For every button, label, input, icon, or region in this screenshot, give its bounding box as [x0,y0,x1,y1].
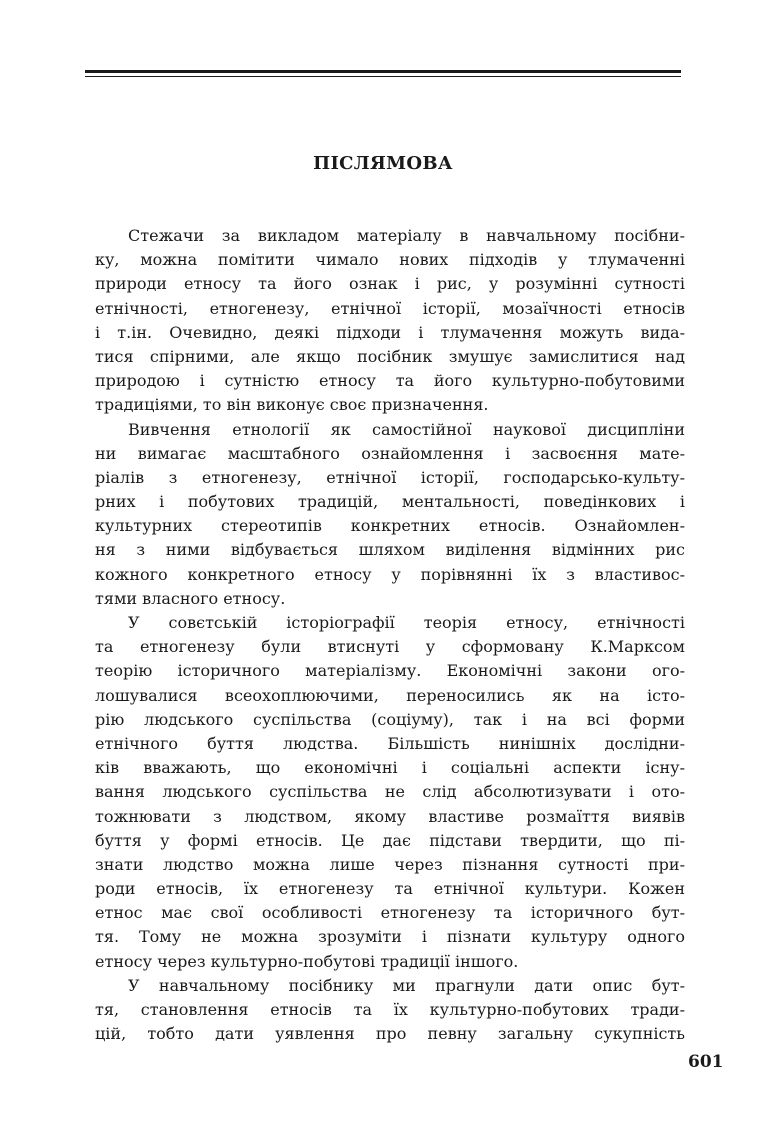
text-line: етнічного буття людства. Більшість нинішніх дослідни- [95,733,685,753]
text-line: традиціями, то він виконує своє призначення. [95,395,489,415]
text-line: етносу через культурно-побутові традиції іншого. [95,951,519,971]
text-line: ни вимагає масштабного ознайомлення і засвоєння мате- [95,443,685,463]
page-number: 601 [688,1052,724,1072]
text-line: У навчальному посібнику ми прагнули дати опис бут- [128,975,685,995]
text-line: роди етносів, їх етногенезу та етнічної культури. Кожен [95,879,685,899]
text-line: буття у формі етносів. Це дає підстави твердити, що пі- [95,830,685,850]
text-line: тожнювати з людством, якому властиве розмаїття виявів [95,806,685,826]
text-line: У совєтській історіографії теорія етносу, етнічності [128,613,685,632]
text-line: вання людського суспільства не слід абсолютизувати і ото- [95,782,685,802]
text-line: етнічності, етногенезу, етнічної історії, мозаїчності етносів [95,298,685,318]
page-title: ПІСЛЯМОВА [313,153,453,174]
text-line: рних і побутових традицій, ментальності, поведінкових і [95,492,685,512]
text-line: тями власного етносу. [95,588,286,608]
text-line: природи етносу та його ознак і рис, у розумінні сутності [95,274,685,294]
paragraph [95,974,685,1047]
text-line: цій, тобто дати уявлення про певну загальну сукупність [95,1024,685,1044]
text-line: теорію історичного матеріалізму. Економічні закони ого- [95,661,685,681]
text-line: Стежачи за викладом матеріалу в навчальному посібни- [128,226,685,245]
text-line: етнос має свої особливості етногенезу та історичного бут- [95,903,685,923]
header-rule-thin [85,76,681,77]
text-line: рію людського суспільства (соціуму), так і на всі форми [95,709,685,729]
text-line: Вивчення етнології як самостійної наукової дисципліни [128,419,685,439]
paragraph [95,418,685,612]
text-line: знати людство можна лише через пізнання сутності при- [95,854,685,874]
text-line: ків вважають, що економічні і соціальні аспекти існу- [95,758,685,778]
text-line: і т.ін. Очевидно, деякі підходи і тлумачення можуть вида- [95,322,685,342]
text-line: ріалів з етногенезу, етнічної історії, господарсько-культу- [95,467,685,487]
text-line: тя, становлення етносів та їх культурно-побутових тради- [95,1000,685,1019]
text-line: ку, можна помітити чимало нових підходів у тлумаченні [95,250,685,270]
text-line: кожного конкретного етносу у порівнянні їх з властивос- [95,564,685,584]
body-text [95,224,685,1046]
text-line: ня з ними відбувається шляхом виділення відмінних рис [95,540,685,560]
text-line: тися спірними, але якщо посібник змушує замислитися над [95,346,685,366]
paragraph [95,224,685,418]
text-line: тя. Тому не можна зрозуміти і пізнати культуру одного [95,927,685,947]
paragraph [95,611,685,974]
text-line: лошувалися всеохоплюючими, переносились як на істо- [95,685,685,705]
text-line: природою і сутністю етносу та його культурно-побутовими [95,371,685,391]
text-line: культурних стереотипів конкретних етносів. Ознайомлен- [95,516,685,536]
header-rule-thick [85,70,681,73]
text-line: та етногенезу були втиснуті у сформовану К.Марксом [95,637,685,657]
